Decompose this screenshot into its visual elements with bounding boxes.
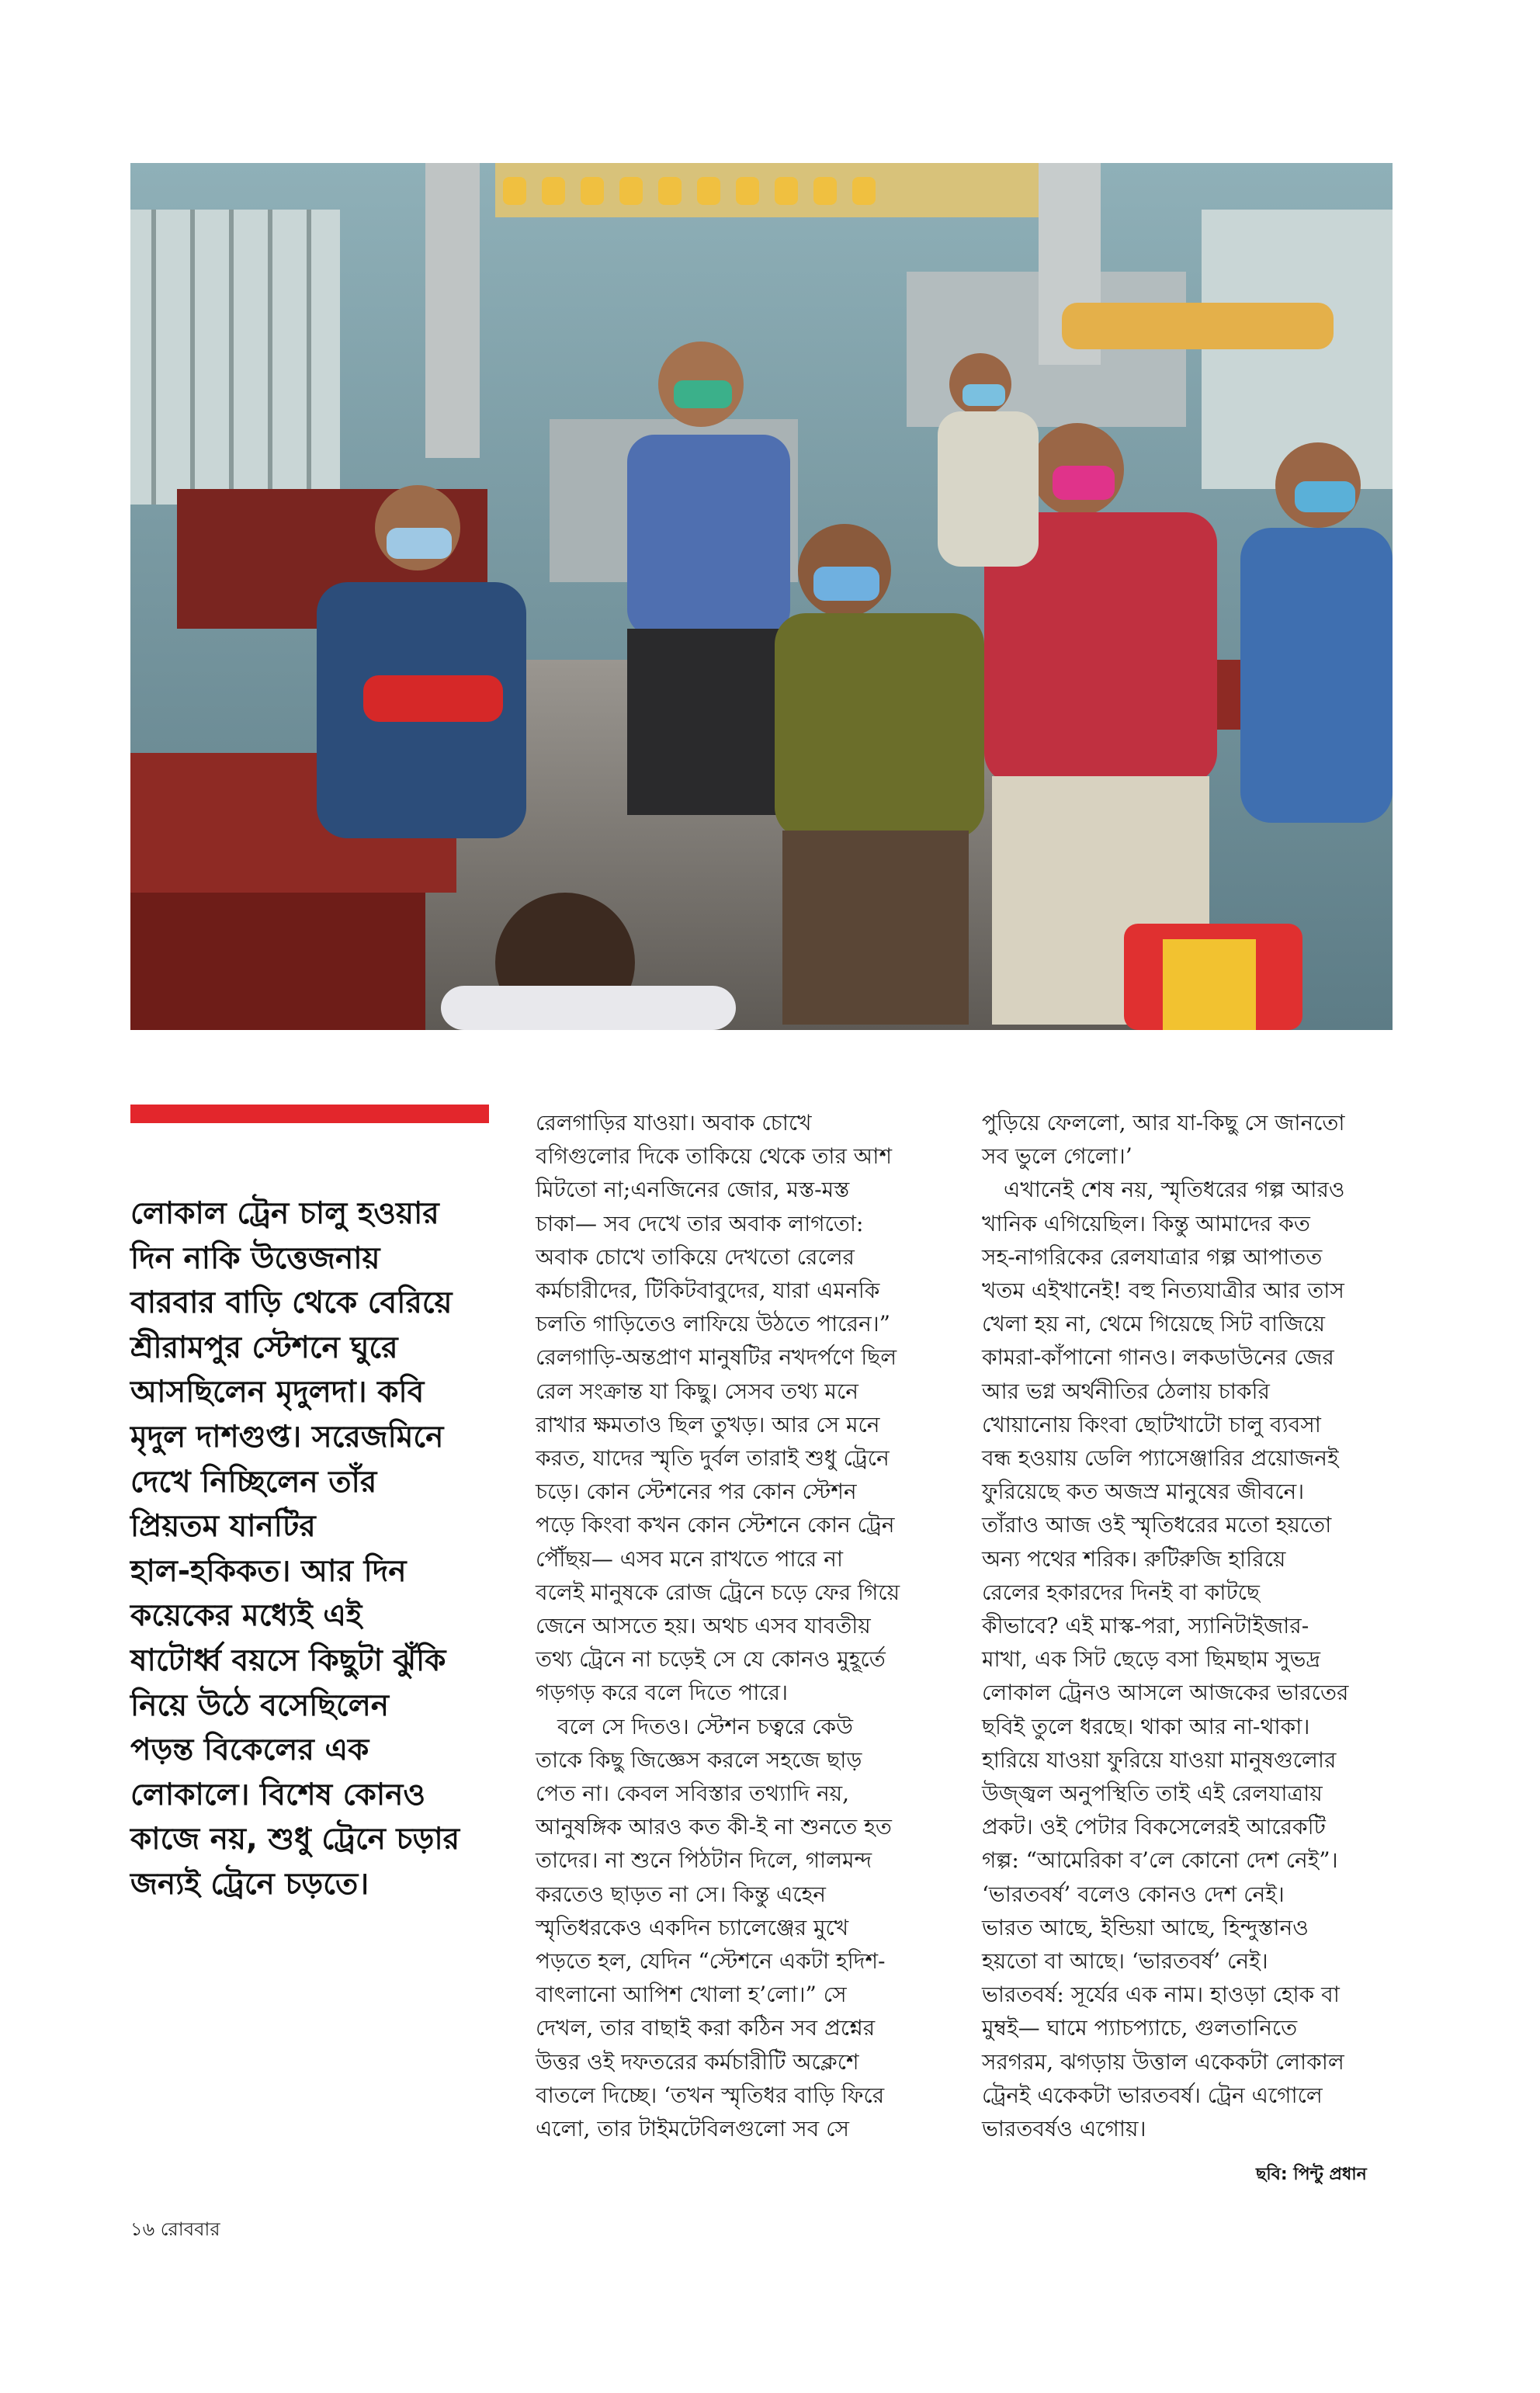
article-line: কামরা-কাঁপানো গানও। লকডাউনের জের bbox=[982, 1344, 1334, 1371]
pull-quote-line: দেখে নিচ্ছিলেন তাঁর bbox=[130, 1464, 377, 1500]
article-line: রেলগাড়ির যাওয়া। অবাক চোখে bbox=[536, 1110, 812, 1136]
article-line: মিটতো না;এনজিনের জোর, মস্ত-মস্ত bbox=[536, 1177, 850, 1203]
article-line: বাৎলানো আপিশ খোলা হ’লো।” সে bbox=[536, 1982, 847, 2008]
article-line: ছবিই তুলে ধরছে। থাকা আর না-থাকা। bbox=[982, 1713, 1310, 1739]
article-line: পেত না। কেবল সবিস্তার তথ্যাদি নয়, bbox=[536, 1781, 850, 1807]
pull-quote-line: লোকালে। বিশেষ কোনও bbox=[130, 1777, 426, 1812]
article-line: রেলগাড়ি-অন্তপ্রাণ মানুষটির নখদর্পণে ছিল bbox=[536, 1344, 897, 1371]
pull-quote-line: ষাটোর্ধ্ব বয়সে কিছুটা ঝুঁকি bbox=[130, 1642, 446, 1678]
article-line: দেখল, তার বাছাই করা কঠিন সব প্রশ্নের bbox=[536, 2015, 876, 2041]
train-compartment-photo bbox=[130, 163, 1393, 1030]
pull-quote-line: কাজে নয়, শুধু ট্রেনে চড়ার bbox=[130, 1822, 460, 1857]
article-line: তথ্য ট্রেনে না চড়েই সে যে কোনও মুহূর্তে bbox=[536, 1646, 886, 1673]
article-line: লোকাল ট্রেনও আসলে আজকের ভারতের bbox=[982, 1680, 1349, 1706]
article-line: অবাক চোখে তাকিয়ে দেখতো রেলের bbox=[536, 1243, 855, 1270]
article-line: গড়গড় করে বলে দিতে পারে। bbox=[536, 1680, 788, 1706]
article-line: কর্মচারীদের, টিকিটবাবুদের, যারা এমনকি bbox=[536, 1278, 880, 1304]
article-line: বাতলে দিচ্ছে। ‘তখন স্মৃতিধর বাড়ি ফিরে bbox=[536, 2082, 885, 2108]
photo-credit: ছবি: পিন্টু প্রধান bbox=[1256, 2165, 1367, 2184]
photo-illustration bbox=[130, 163, 1393, 1030]
article-line: হারিয়ে যাওয়া ফুরিয়ে যাওয়া মানুষগুলোর bbox=[982, 1746, 1337, 1773]
article-line: ভারত আছে, ইন্ডিয়া আছে, হিন্দুস্তানও bbox=[982, 1914, 1309, 1940]
article-line: পড়তে হল, যেদিন “স্টেশনে একটা হদিশ- bbox=[536, 1948, 886, 1975]
pull-quote-line: আসছিলেন মৃদুলদা। কবি bbox=[130, 1375, 425, 1410]
article-line: রাখার ক্ষমতাও ছিল তুখড়। আর সে মনে bbox=[536, 1411, 880, 1438]
article-line: চলতি গাড়িতেও লাফিয়ে উঠতে পারেন।” bbox=[536, 1311, 890, 1337]
article-line: ফুরিয়েছে কত অজস্র মানুষের জীবনে। bbox=[982, 1479, 1305, 1505]
pull-quote bbox=[130, 1191, 495, 1907]
pull-quote-line: দিন নাকি উত্তেজনায় bbox=[130, 1240, 380, 1276]
pull-quote-line: নিয়ে উঠে বসেছিলেন bbox=[130, 1687, 390, 1723]
pull-quote-line: প্রিয়তম যানটির bbox=[130, 1509, 316, 1545]
page-folio: ১৬ রোববার bbox=[130, 2218, 220, 2240]
article-line: এলো, তার টাইমটেবিলগুলো সব সে bbox=[536, 2116, 850, 2142]
article-line: সরগরম, ঝগড়ায় উত্তাল একেকটা লোকাল bbox=[982, 2048, 1344, 2075]
article-line: রেল সংক্রান্ত যা কিছু। সেসব তথ্য মনে bbox=[536, 1378, 858, 1404]
article-line: এখানেই শেষ নয়, স্মৃতিধরের গল্প আরও bbox=[1004, 1177, 1345, 1203]
article-line: ভারতবর্ষ: সূর্যের এক নাম। হাওড়া হোক বা bbox=[982, 1982, 1340, 2008]
article-line: বগিগুলোর দিকে তাকিয়ে থেকে তার আশ bbox=[536, 1143, 893, 1170]
article-line: খতম এইখানেই! বহু নিত্যযাত্রীর আর তাস bbox=[982, 1278, 1344, 1304]
article-line: মুম্বই— ঘামে প্যাচপ্যাচে, গুলতানিতে bbox=[982, 2015, 1298, 2041]
article-line: জেনে আসতে হয়। অথচ এসব যাবতীয় bbox=[536, 1613, 871, 1639]
article-line: রেলের হকারদের দিনই বা কাটছে bbox=[982, 1579, 1260, 1605]
article-line: চড়ে। কোন স্টেশনের পর কোন স্টেশন bbox=[536, 1479, 857, 1505]
article-line: হয়তো বা আছে। ‘ভারতবর্ষ’ নেই। bbox=[982, 1948, 1268, 1975]
article-line: তাঁরাও আজ ওই স্মৃতিধরের মতো হয়তো bbox=[982, 1512, 1332, 1538]
article-column-3 bbox=[982, 1106, 1401, 2145]
article-line: পড়ে কিংবা কখন কোন স্টেশনে কোন ট্রেন bbox=[536, 1512, 895, 1538]
article-line: তাদের। না শুনে পিঠটান দিলে, গালমন্দ bbox=[536, 1847, 872, 1874]
article-line: উজ্জ্বল অনুপস্থিতি তাই এই রেলযাত্রায় bbox=[982, 1781, 1323, 1807]
article-line: ট্রেনই একেকটা ভারতবর্ষ। ট্রেন এগোলে bbox=[982, 2082, 1323, 2108]
article-line: বলে সে দিতও। স্টেশন চত্বরে কেউ bbox=[557, 1713, 853, 1739]
pull-quote-line: শ্রীরামপুর স্টেশনে ঘুরে bbox=[130, 1330, 398, 1365]
article-line: পুড়িয়ে ফেললো, আর যা-কিছু সে জানতো bbox=[982, 1110, 1345, 1136]
article-line: ভারতবর্ষও এগোয়। bbox=[982, 2116, 1146, 2142]
article-line: চাকা— সব দেখে তার অবাক লাগতো: bbox=[536, 1210, 864, 1236]
article-line: বলেই মানুষকে রোজ ট্রেনে চড়ে ফের গিয়ে bbox=[536, 1579, 900, 1605]
article-line: তাকে কিছু জিজ্ঞেস করলে সহজে ছাড় bbox=[536, 1746, 862, 1773]
article-line: খেলা হয় না, থেমে গিয়েছে সিট বাজিয়ে bbox=[982, 1311, 1325, 1337]
article-line: করত, যাদের স্মৃতি দুর্বল তারাই শুধু ট্রেনে bbox=[536, 1445, 890, 1472]
article-line: সহ-নাগরিকের রেলযাত্রার গল্প আপাতত bbox=[982, 1243, 1323, 1270]
article-line: উত্তর ওই দফতরের কর্মচারীটি অক্লেশে bbox=[536, 2048, 859, 2075]
article-line: অন্য পথের শরিক। রুটিরুজি হারিয়ে bbox=[982, 1545, 1286, 1572]
article-line: আনুষঙ্গিক আরও কত কী-ই না শুনতে হত bbox=[536, 1814, 892, 1840]
article-line: পৌঁছয়— এসব মনে রাখতে পারে না bbox=[536, 1545, 844, 1572]
pull-quote-line: হাল-হকিকত। আর দিন bbox=[130, 1553, 407, 1589]
article-line: বন্ধ হওয়ায় ডেলি প্যাসেঞ্জারির প্রয়োজনই bbox=[982, 1445, 1339, 1472]
article-column-2 bbox=[536, 1106, 955, 2145]
article-line: স্মৃতিধরকেও একদিন চ্যালেঞ্জের মুখে bbox=[536, 1914, 849, 1940]
article-line: করতেও ছাড়ত না সে। কিন্তু এহেন bbox=[536, 1881, 827, 1907]
article-line: গল্প: “আমেরিকা ব’লে কোনো দেশ নেই”। bbox=[982, 1847, 1338, 1874]
article-line: আর ভগ্ন অর্থনীতির ঠেলায় চাকরি bbox=[982, 1378, 1270, 1404]
article-line: প্রকট। ওই পেটার বিকসেলেরই আরেকটি bbox=[982, 1814, 1326, 1840]
pull-quote-line: জন্যই ট্রেনে চড়তে। bbox=[130, 1866, 369, 1902]
accent-bar bbox=[130, 1105, 489, 1123]
pull-quote-line: পড়ন্ত বিকেলের এক bbox=[130, 1732, 369, 1768]
article-line: খানিক এগিয়েছিল। কিন্তু আমাদের কত bbox=[982, 1210, 1310, 1236]
pull-quote-line: বারবার বাড়ি থেকে বেরিয়ে bbox=[130, 1285, 453, 1321]
article-line: খোয়ানোয় কিংবা ছোটখাটো চালু ব্যবসা bbox=[982, 1411, 1321, 1438]
article-line: সব ভুলে গেলো।’ bbox=[982, 1143, 1132, 1170]
pull-quote-line: মৃদুল দাশগুপ্ত। সরেজমিনে bbox=[130, 1419, 444, 1455]
article-line: কীভাবে? এই মাস্ক-পরা, স্যানিটাইজার- bbox=[982, 1613, 1309, 1639]
article-line: ‘ভারতবর্ষ’ বলেও কোনও দেশ নেই। bbox=[982, 1881, 1285, 1907]
article-line: মাখা, এক সিট ছেড়ে বসা ছিমছাম সুভদ্র bbox=[982, 1646, 1321, 1673]
pull-quote-line: কয়েকের মধ্যেই এই bbox=[130, 1598, 362, 1634]
pull-quote-line: লোকাল ট্রেন চালু হওয়ার bbox=[130, 1196, 439, 1231]
